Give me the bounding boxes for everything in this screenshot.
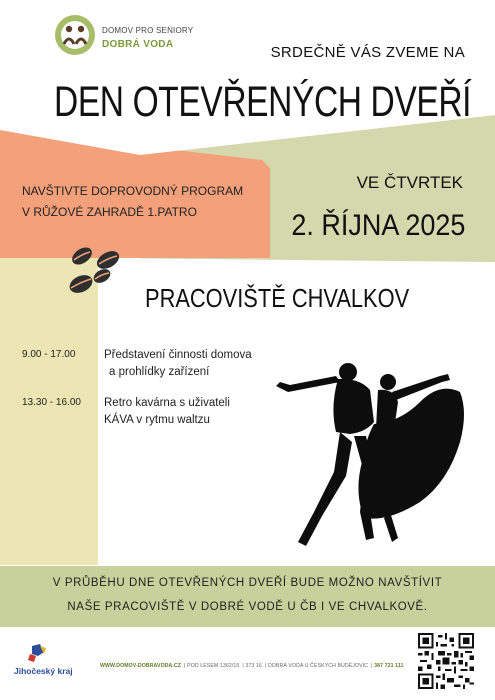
schedule-desc-2-line2: KÁVA v rytmu waltzu: [104, 414, 210, 426]
footer-address3: DOBRÁ VODA U ČESKÝCH BUDĚJOVIC: [267, 663, 369, 669]
logo-line1: DOMOV PRO SENIORY: [102, 26, 194, 35]
footer-address2: 373 16: [245, 663, 262, 669]
banner-line1: V PRŮBĚHU DNE OTEVŘENÝCH DVEŘÍ BUDE MOŽNO NAVŠTÍVIT: [52, 577, 443, 589]
schedule-time-2: 13.30 - 16.00: [22, 397, 81, 408]
program-note: [22, 181, 243, 223]
banner-line2: NAŠE PRACOVIŠTĚ V DOBRÉ VODĚ U ČB I VE CHVALKOVĚ.: [67, 601, 428, 613]
footer-address1: POD LESEM 1362/15: [187, 663, 240, 669]
venue-title: PRACOVIŠTĚ CHVALKOV: [145, 283, 410, 313]
footer-website[interactable]: WWW.DOMOV-DOBRAVODA.CZ: [100, 663, 182, 669]
event-day: VE ČTVRTEK: [356, 173, 463, 192]
seniors-home-logo-icon: [54, 14, 96, 56]
schedule-desc-1-line2: a prohlídky zařízení: [109, 366, 210, 378]
footer-phone: 387 721 111: [374, 663, 404, 669]
program-line1: NAVŠTIVTE DOPROVODNÝ PROGRAM: [22, 184, 244, 198]
event-date: 2. ŘÍJNA 2025: [290, 209, 465, 242]
schedule-time-1: 9.00 - 17.00: [22, 349, 76, 360]
coffee-beans-icon: [68, 246, 124, 300]
logo-line2: DOBRÁ VODA: [102, 39, 174, 50]
organization-logo: [54, 14, 194, 58]
schedule-desc-2-line1: Retro kavárna s uživateli: [104, 397, 230, 409]
page-title: DEN OTEVŘENÝCH DVEŘÍ: [54, 78, 472, 126]
info-banner: [0, 566, 495, 627]
schedule-desc-1: [104, 347, 252, 381]
waltz-dancers-silhouette: [270, 352, 475, 557]
schedule-desc-2: [104, 395, 230, 429]
footer-text: WWW.DOMOV-DOBRAVODA.CZ | POD LESEM 1362/15 | 373 16 | DOBRÁ VODA U ČESKÝCH BUDĚJOVIC | 387 721 111: [100, 663, 404, 669]
program-line2: V RŮŽOVÉ ZAHRADĚ 1.PATRO: [22, 205, 197, 219]
schedule-desc-1-line1: Představení činnosti domova: [104, 349, 252, 361]
invite-line: SRDEČNĚ VÁS ZVEME NA: [270, 44, 465, 61]
footer-contact: [96, 659, 404, 673]
qr-code[interactable]: [418, 633, 474, 689]
region-logo-text: Jihočeský kraj: [14, 666, 73, 676]
